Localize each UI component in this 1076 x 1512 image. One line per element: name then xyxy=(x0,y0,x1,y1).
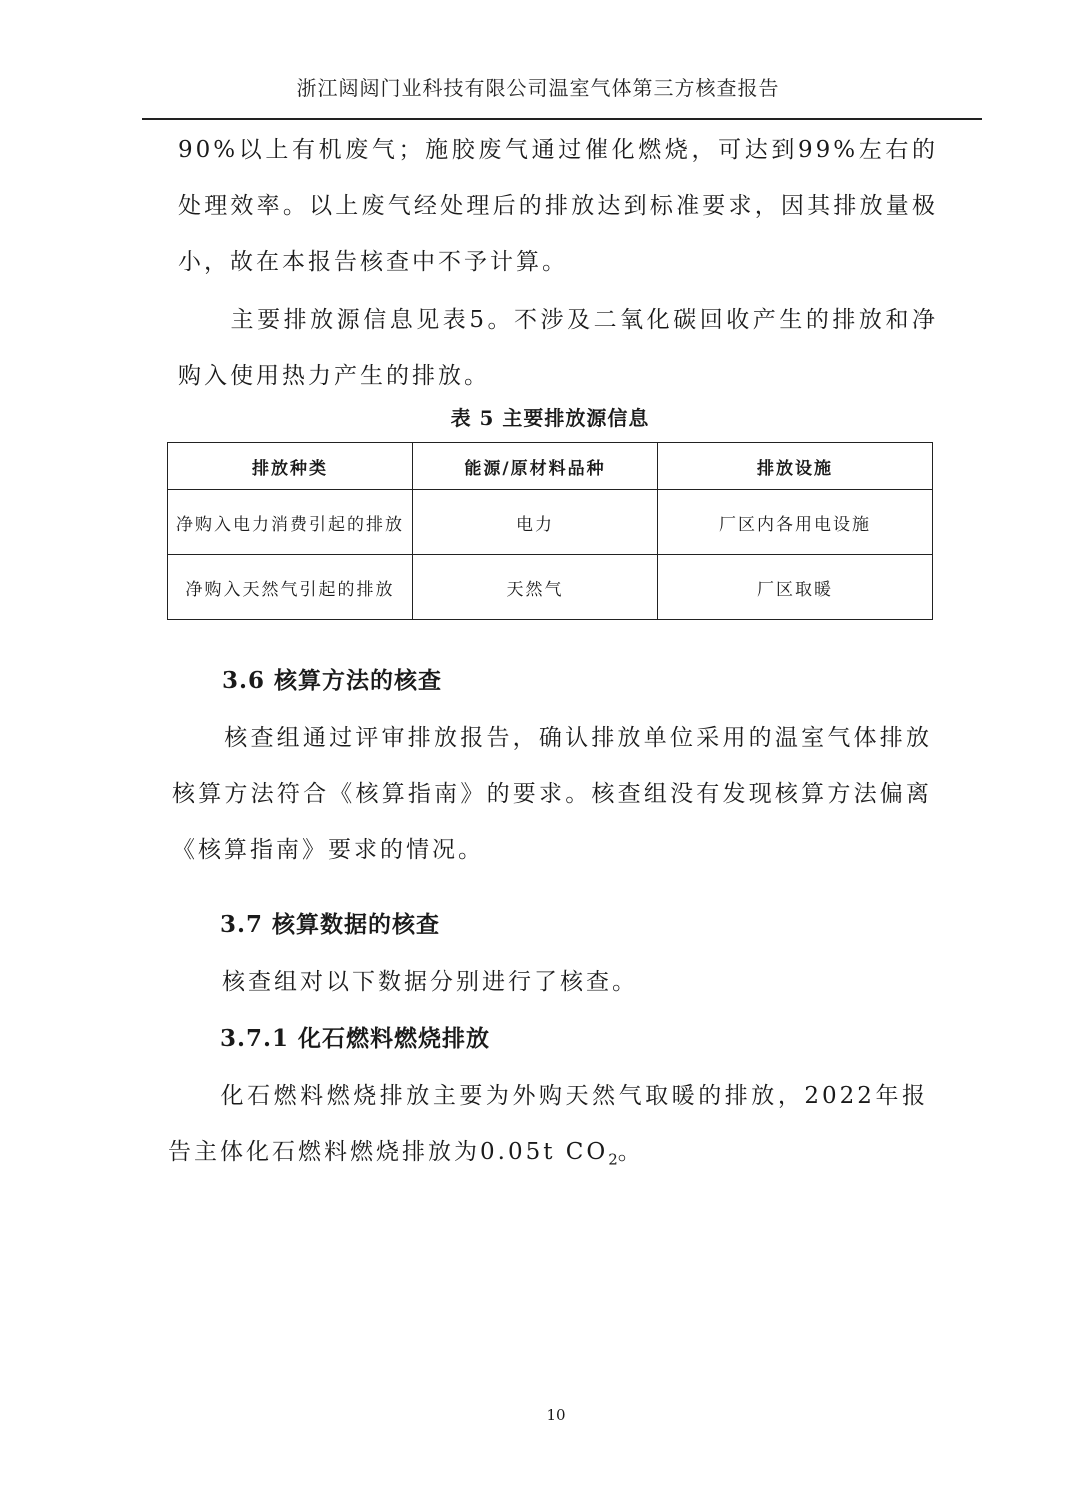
table-row xyxy=(168,555,933,620)
section-3-7-1-paragraph xyxy=(168,1068,928,1188)
column-header-energy-material: 能源/原材料品种 xyxy=(413,443,658,490)
column-header-emission-facility: 排放设施 xyxy=(658,443,933,490)
table-cell: 净购入电力消费引起的排放 xyxy=(168,490,413,555)
table-caption: 表 5 主要排放源信息 xyxy=(450,406,650,430)
paragraph-waste-gas xyxy=(178,122,938,290)
paragraph-main-sources-text: 主要排放源信息见表5。不涉及二氧化碳回收产生的排放和净购入使用热力产生的排放。 xyxy=(178,307,938,389)
table-cell: 厂区取暖 xyxy=(658,555,933,620)
emission-sources-table xyxy=(167,442,933,620)
table-row xyxy=(168,490,933,555)
header-rule xyxy=(142,118,982,120)
section-3-6-paragraph xyxy=(172,710,932,878)
table-cell: 净购入天然气引起的排放 xyxy=(168,555,413,620)
section-3-6-heading: 3.6 核算方法的核查 xyxy=(222,667,443,694)
page-header: 浙江闼闼门业科技有限公司温室气体第三方核查报告 xyxy=(296,76,780,100)
table-cell: 天然气 xyxy=(413,555,658,620)
section-3-7-heading: 3.7 核算数据的核查 xyxy=(220,911,441,938)
paragraph-main-sources xyxy=(178,292,938,404)
section-3-6-paragraph-text: 核查组通过评审排放报告，确认排放单位采用的温室气体排放核算方法符合《核算指南》的要求。核查组没有发现核算方法偏离《核算指南》要求的情况。 xyxy=(172,725,932,863)
section-3-7-1-heading: 3.7.1 化石燃料燃烧排放 xyxy=(220,1025,491,1052)
co2-subscript: 2 xyxy=(608,1150,618,1169)
section-3-7-paragraph-text: 核查组对以下数据分别进行了核查。 xyxy=(222,969,638,995)
section-3-7-paragraph xyxy=(170,954,930,1010)
column-header-emission-type: 排放种类 xyxy=(168,443,413,490)
paragraph-waste-gas-text: 90%以上有机废气；施胶废气通过催化燃烧，可达到99%左右的处理效率。以上废气经处理后的排放达到标准要求，因其排放量极小，故在本报告核查中不予计算。 xyxy=(178,137,938,275)
table-cell: 厂区内各用电设施 xyxy=(658,490,933,555)
section-3-7-1-paragraph-end: 。 xyxy=(617,1139,644,1165)
page-number: 10 xyxy=(546,1406,566,1424)
table-cell: 电力 xyxy=(413,490,658,555)
section-3-7-1-paragraph-text: 化石燃料燃烧排放主要为外购天然气取暖的排放，2022年报告主体化石燃料燃烧排放为0.05t CO xyxy=(168,1083,928,1165)
table-header-row xyxy=(168,443,933,490)
